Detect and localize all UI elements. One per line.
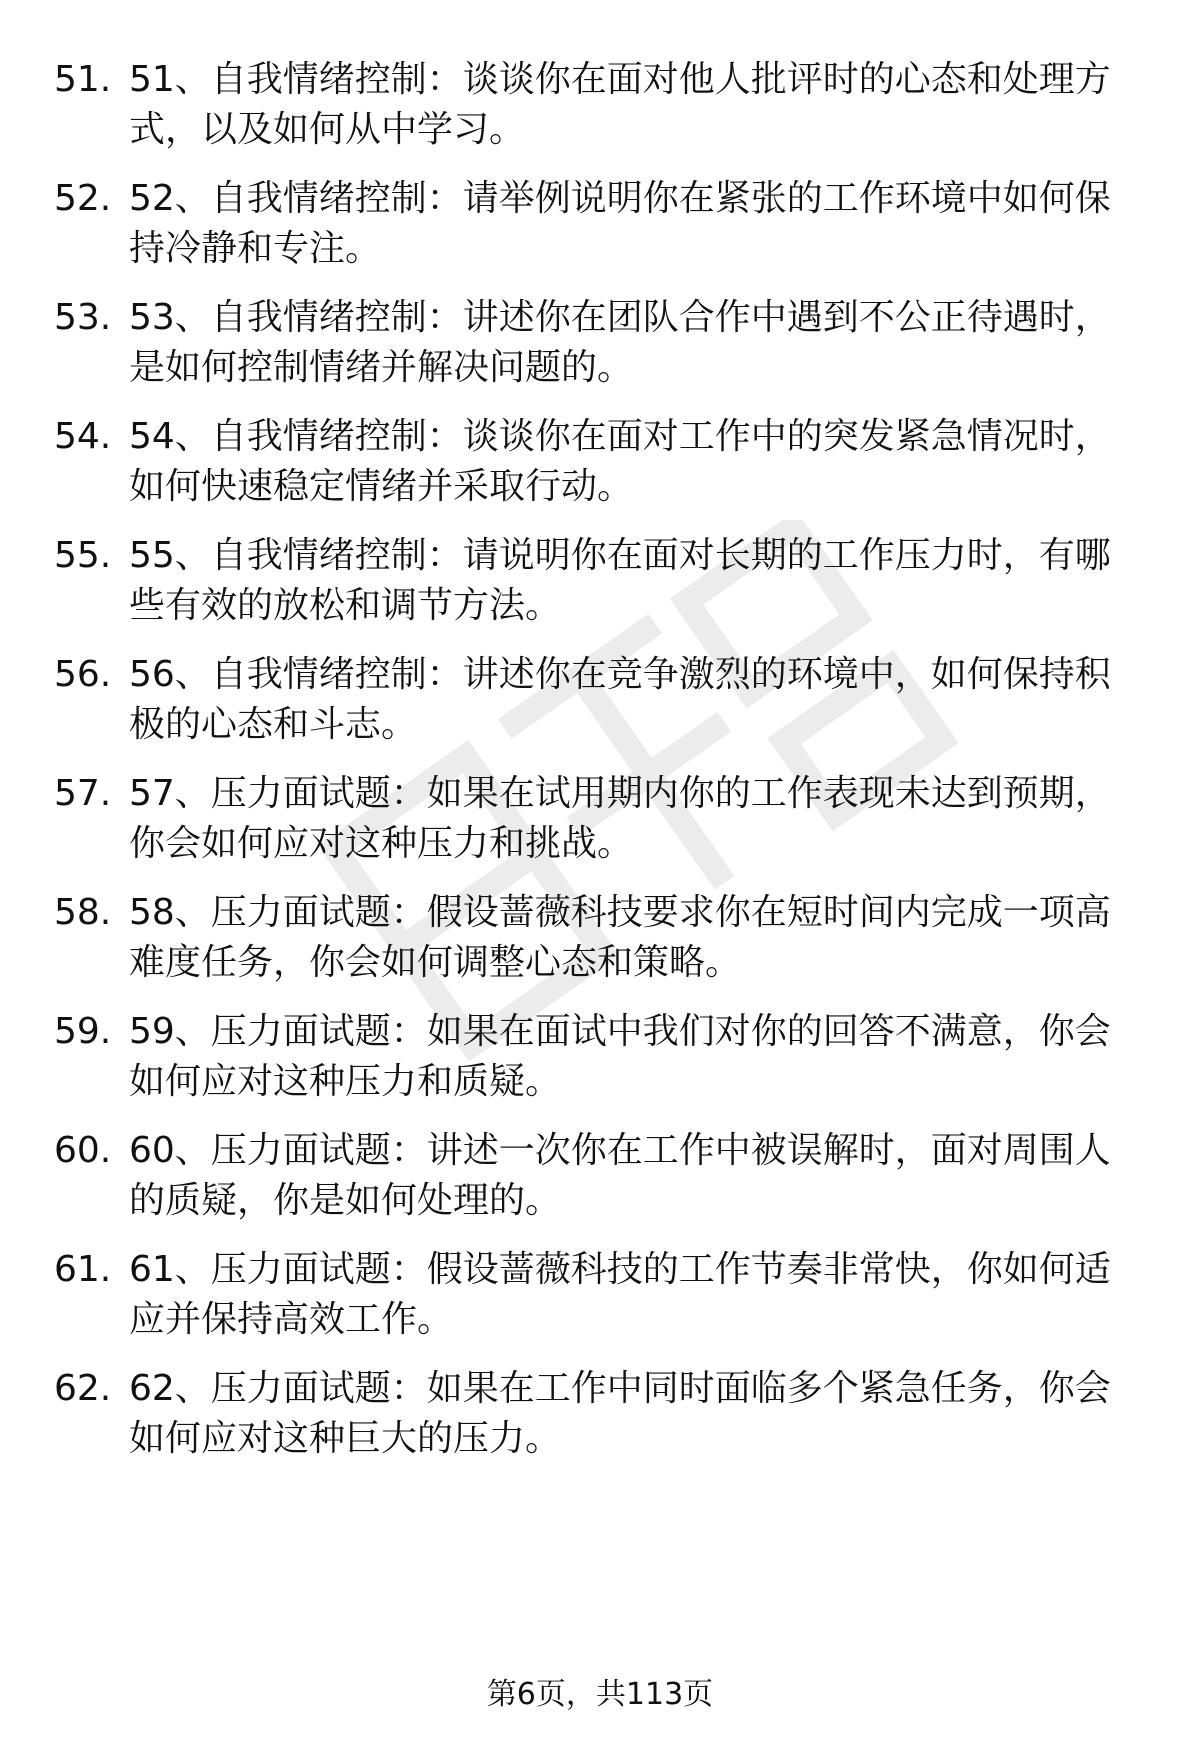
question-text: 57、压力面试题：如果在试用期内你的工作表现未达到预期，你会如何应对这种压力和挑战。 [129,773,1111,864]
question-text: 62、压力面试题：如果在工作中同时面临多个紧急任务，你会如何应对这种巨大的压力。 [129,1368,1111,1459]
page-number: 第6页，共113页 [486,1677,714,1712]
question-number: 57. [54,773,112,814]
question-number: 61. [54,1249,112,1290]
question-number: 62. [54,1368,112,1409]
question-number: 59. [54,1011,112,1052]
question-text: 58、压力面试题：假设蔷薇科技要求你在短时间内完成一项高难度任务，你会如何调整心态和策略。 [129,892,1111,983]
question-text: 55、自我情绪控制：请说明你在面对长期的工作压力时，有哪些有效的放松和调节方法。 [129,535,1111,626]
question-number: 60. [54,1130,112,1171]
question-number: 55. [54,535,112,576]
question-number: 52. [54,178,112,219]
question-text: 54、自我情绪控制：谈谈你在面对工作中的突发紧急情况时，如何快速稳定情绪并采取行动。 [129,416,1111,507]
question-text: 60、压力面试题：讲述一次你在工作中被误解时，面对周围人的质疑，你是如何处理的。 [129,1130,1111,1221]
question-text: 52、自我情绪控制：请举例说明你在紧张的工作环境中如何保持冷静和专注。 [129,178,1111,269]
question-text: 51、自我情绪控制：谈谈你在面对他人批评时的心态和处理方式，以及如何从中学习。 [129,59,1111,150]
question-text: 59、压力面试题：如果在面试中我们对你的回答不满意，你会如何应对这种压力和质疑。 [129,1011,1111,1102]
question-number: 53. [54,297,112,338]
question-text: 53、自我情绪控制：讲述你在团队合作中遇到不公正待遇时，是如何控制情绪并解决问题的。 [129,297,1111,388]
question-text: 61、压力面试题：假设蔷薇科技的工作节奏非常快，你如何适应并保持高效工作。 [129,1249,1111,1340]
question-number: 56. [54,654,112,695]
question-number: 54. [54,416,112,457]
question-number: 51. [54,59,112,100]
question-number: 58. [54,892,112,933]
question-text: 56、自我情绪控制：讲述你在竞争激烈的环境中，如何保持积极的心态和斗志。 [129,654,1111,745]
